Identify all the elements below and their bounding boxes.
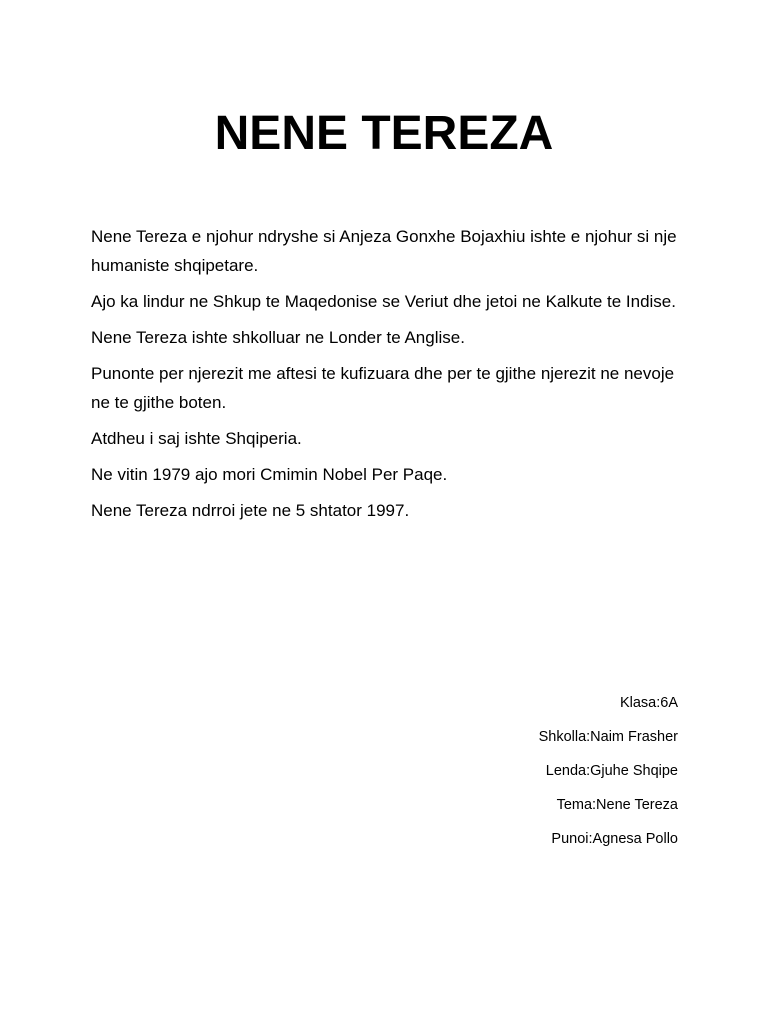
document-title: NENE TEREZA	[214, 107, 554, 160]
credit-author: Punoi:Agnesa Pollo	[551, 831, 678, 847]
credit-school: Shkolla:Naim Frasher	[538, 729, 678, 745]
paragraph-intro: Nene Tereza e njohur ndryshe si Anjeza Gonxhe Bojaxhiu ishte e njohur si nje humaniste shqipetare.	[91, 227, 677, 275]
paragraph-birthplace: Ajo ka lindur ne Shkup te Maqedonise se Veriut dhe jetoi ne Kalkute te Indise.	[91, 292, 676, 311]
paragraph-work: Punonte per njerezit me aftesi te kufizuara dhe per te gjithe njerezit ne nevoje ne te gjithe boten.	[91, 364, 675, 412]
credit-subject: Lenda:Gjuhe Shqipe	[545, 763, 678, 779]
credit-topic: Tema:Nene Tereza	[556, 797, 678, 813]
document-body	[91, 222, 691, 532]
paragraph-homeland: Atdheu i saj ishte Shqiperia.	[91, 429, 302, 448]
paragraph-education: Nene Tereza ishte shkolluar ne Londer te Anglise.	[91, 328, 465, 347]
credit-class: Klasa:6A	[619, 695, 678, 711]
paragraph-death: Nene Tereza ndrroi jete ne 5 shtator 1997.	[91, 501, 410, 520]
paragraph-nobel: Ne vitin 1979 ajo mori Cmimin Nobel Per Paqe.	[91, 465, 448, 484]
credits-block	[440, 686, 678, 856]
